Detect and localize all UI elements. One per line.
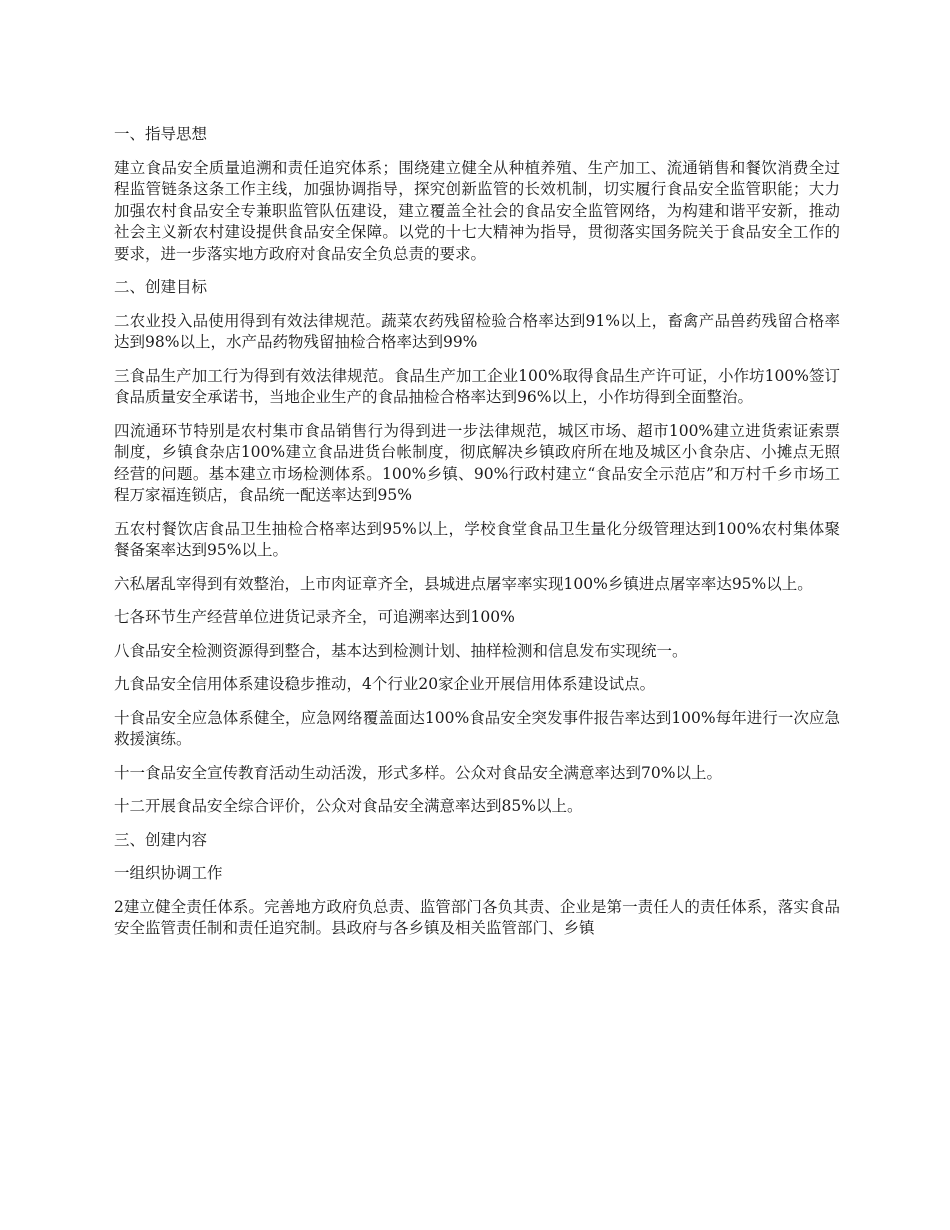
- paragraph-goal-7: 七各环节生产经营单位进货记录齐全，可追溯率达到100%: [114, 608, 515, 626]
- paragraph-goal-10: 十食品安全应急体系健全，应急网络覆盖面达100%食品安全突发事件报告率达到100%每年进行一次应急救援演练。: [114, 708, 840, 748]
- paragraph-goal-9: 九食品安全信用体系建设稳步推动，4个行业20家企业开展信用体系建设试点。: [114, 675, 656, 693]
- subsection-heading-coordination: 一组织协调工作: [114, 864, 223, 882]
- paragraph-goal-5: 五农村餐饮店食品卫生抽检合格率达到95%以上，学校食堂食品卫生量化分级管理达到100%农村集体聚餐备案率达到95%以上。: [114, 519, 840, 559]
- paragraph-goal-12: 十二开展食品安全综合评价，公众对食品安全满意率达到85%以上。: [114, 797, 583, 815]
- document-page: [114, 124, 840, 952]
- paragraph-guiding-ideology: 建立食品安全质量追溯和责任追究体系；围绕建立健全从种植养殖、生产加工、流通销售和餐饮消费全过程监管链条这条工作主线，加强协调指导，探究创新监管的长效机制，切实履行食品安全监管职能；大力加强农村食品安全专兼职监管队伍建设，建立覆盖全社会的食品安全监管网络，为构建和谐平安新，推动社会主义新农村建设提供食品安全保障。以党的十七大精神为指导，贯彻落实国务院关于食品安全工作的要求，进一步落实地方政府对食品安全负总责的要求。: [114, 158, 840, 263]
- paragraph-goal-2: 二农业投入品使用得到有效法律规范。蔬菜农药残留检验合格率达到91%以上，畜禽产品兽药残留合格率达到98%以上，水产品药物残留抽检合格率达到99%: [114, 311, 840, 351]
- section-heading-content: 三、创建内容: [114, 830, 208, 849]
- paragraph-goal-11: 十一食品安全宣传教育活动生动活泼，形式多样。公众对食品安全满意率达到70%以上。: [114, 763, 722, 782]
- paragraph-goal-3: 三食品生产加工行为得到有效法律规范。食品生产加工企业100%取得食品生产许可证，小作坊100%签订食品质量安全承诺书，当地企业生产的食品抽检合格率达到96%以上，小作坊得到全面整治。: [114, 366, 840, 406]
- paragraph-responsibility-system: 2建立健全责任体系。完善地方政府负总责、监管部门各负其责、企业是第一责任人的责任体系，落实食品安全监管责任制和责任追究制。县政府与各乡镇及相关监管部门、乡镇: [114, 897, 840, 937]
- paragraph-goal-4: 四流通环节特别是农村集市食品销售行为得到进一步法律规范，城区市场、超市100%建立进货索证索票制度，乡镇食杂店100%建立食品进货台帐制度，彻底解决乡镇政府所在地及城区小食杂店、小摊点无照经营的问题。基本建立市场检测体系。100%乡镇、90%行政村建立“食品安全示范店”和万村千乡市场工程万家福连锁店，食品统一配送率达到95%: [114, 421, 840, 504]
- paragraph-goal-6: 六私屠乱宰得到有效整治，上市肉证章齐全，县城进点屠宰率实现100%乡镇进点屠宰率达95%以上。: [114, 574, 813, 593]
- section-heading-goals: 二、创建目标: [114, 278, 208, 296]
- paragraph-goal-8: 八食品安全检测资源得到整合，基本达到检测计划、抽样检测和信息发布实现统一。: [114, 641, 688, 660]
- section-heading-guiding-ideology: 一、指导思想: [114, 125, 208, 143]
